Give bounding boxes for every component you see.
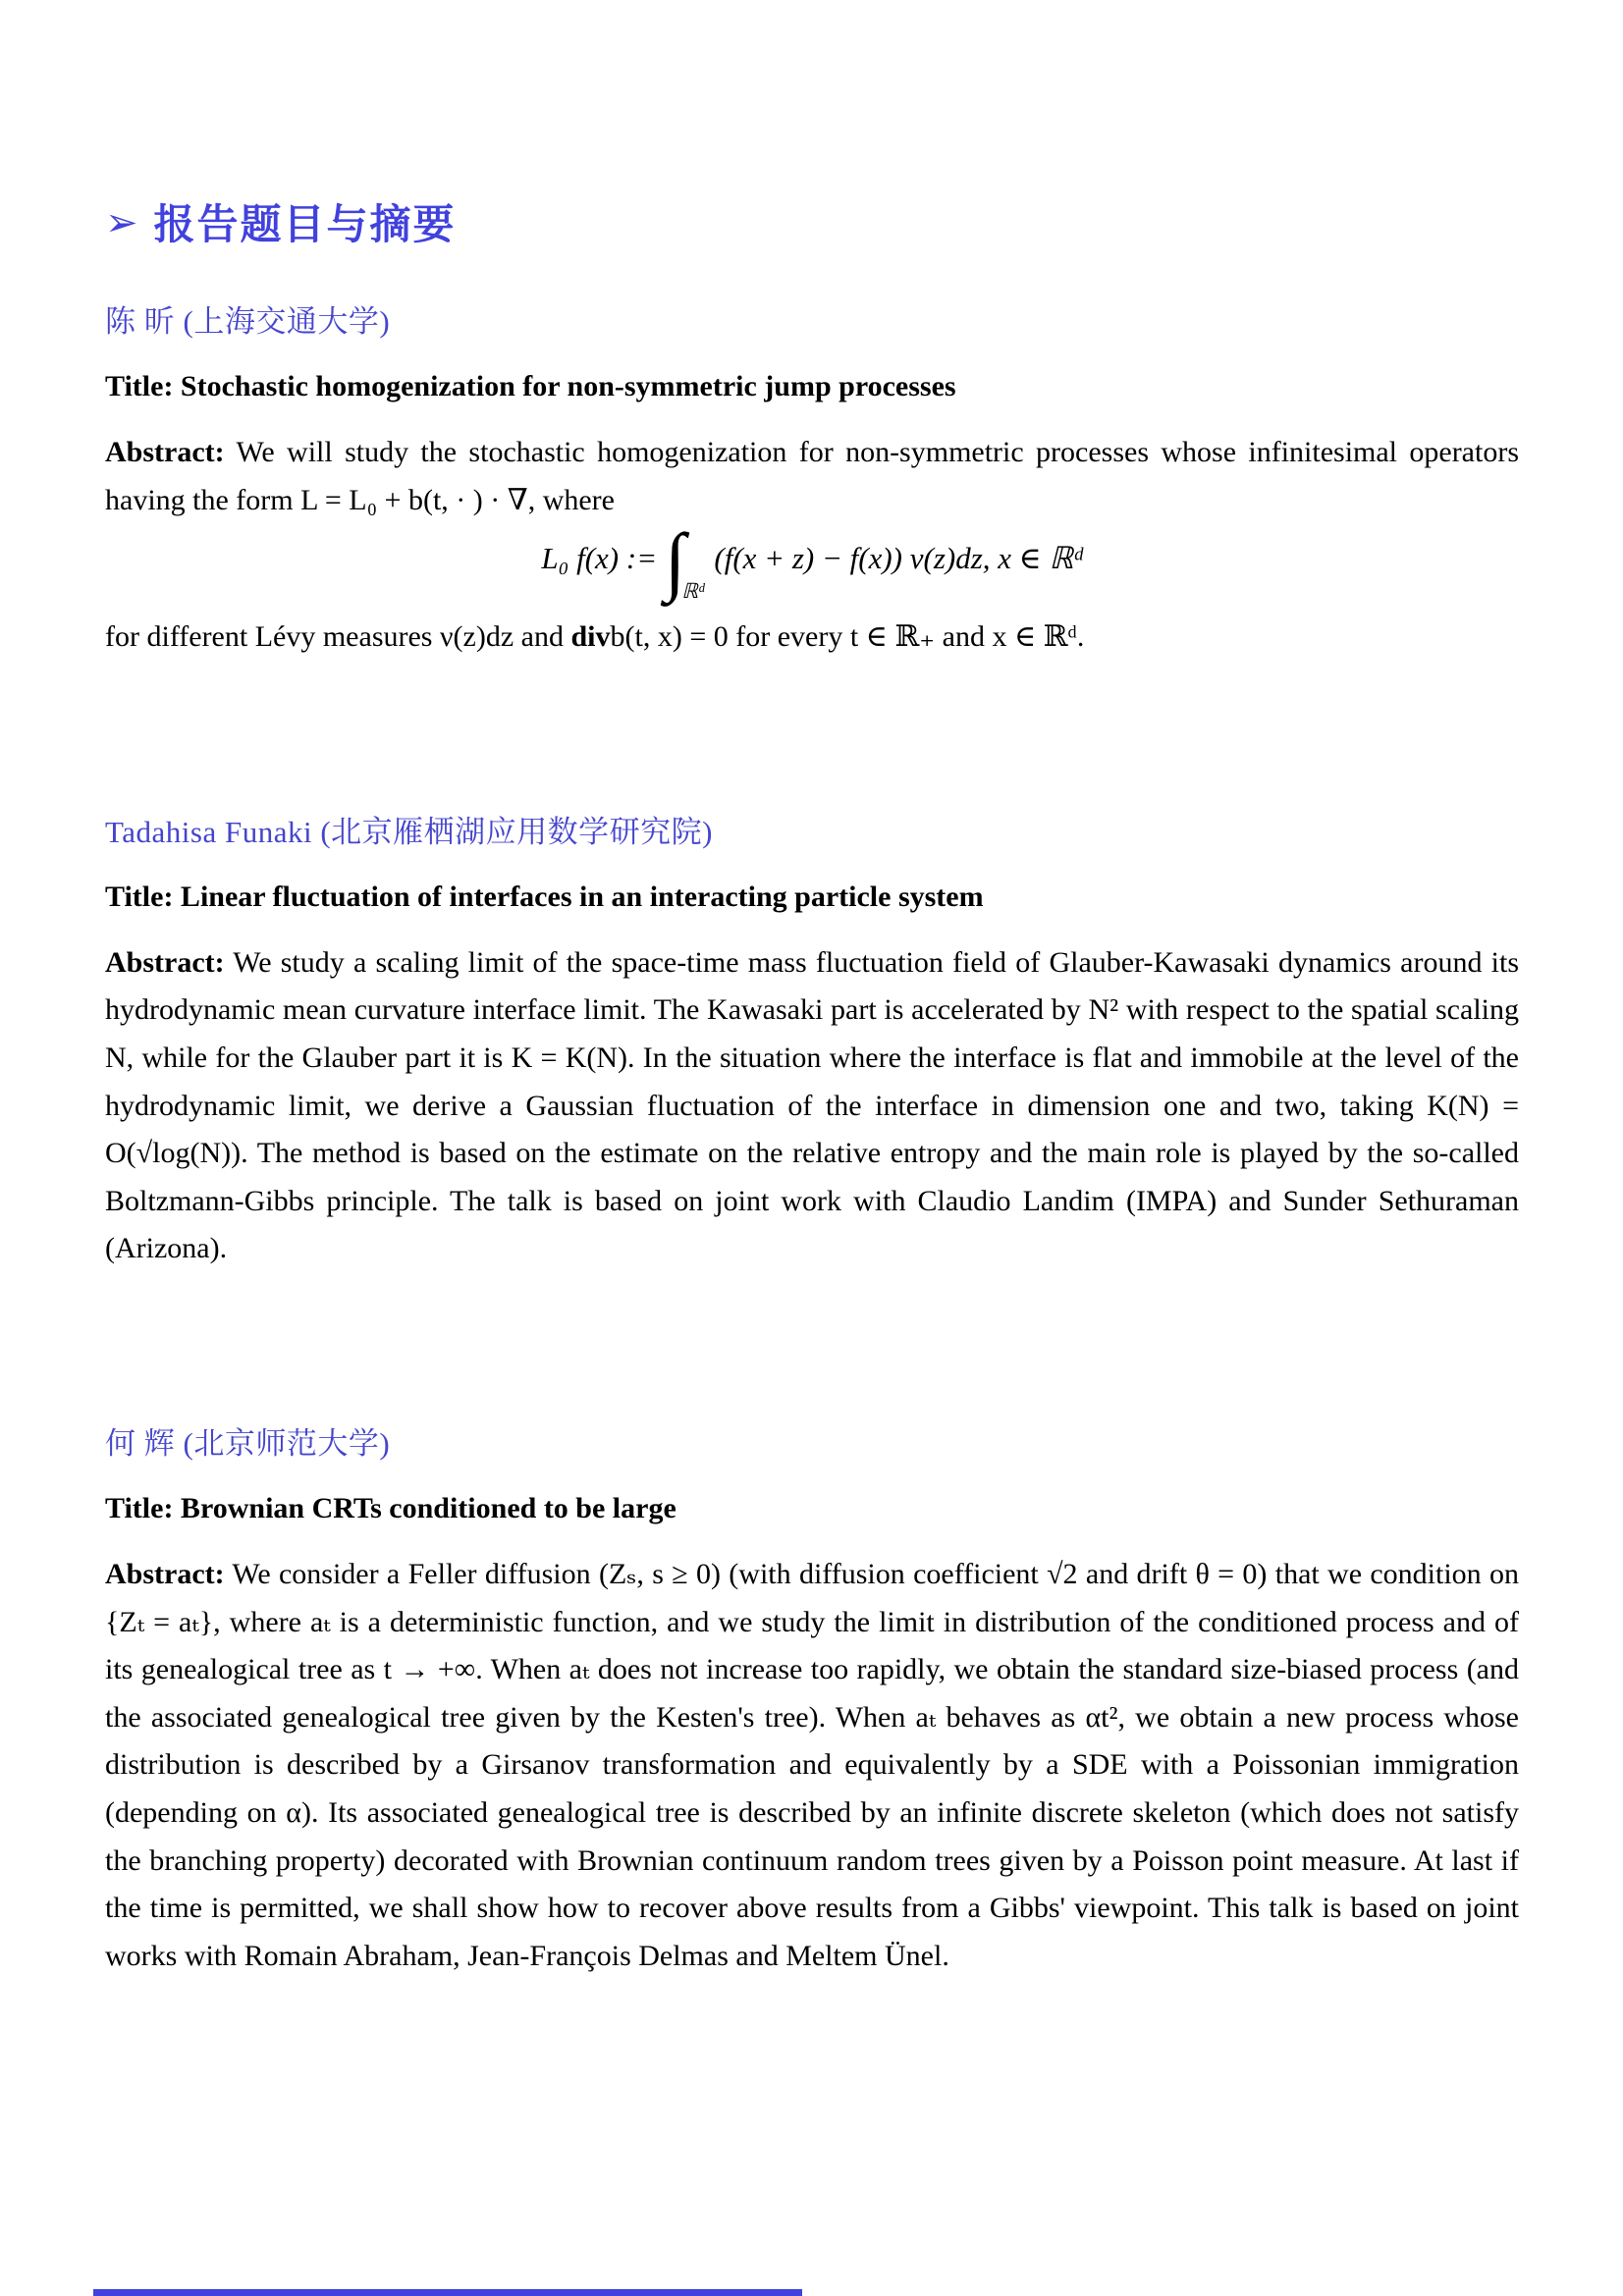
- abstract-paragraph: [105, 1551, 1519, 1980]
- talk-title: Title: Stochastic homogenization for non-symmetric jump processes: [105, 370, 956, 402]
- abstract-outro-post: b(t, x) = 0 for every t ∈ ℝ₊ and x ∈ ℝᵈ.: [610, 620, 1085, 654]
- abstract-intro-text: We will study the stochastic homogenization for non-symmetric processes whose infinitesimal operators having the form L = L₀ + b(t, · ) · ∇, where: [105, 436, 1519, 516]
- speaker-name: 陈 昕 (上海交通大学): [105, 304, 391, 339]
- talk-section-3: [105, 1418, 1519, 1980]
- footer-divider: [93, 2289, 802, 2296]
- document-page: [105, 0, 1519, 1980]
- arrow-bullet-icon: ➢: [105, 201, 140, 244]
- abstract-paragraph: [105, 429, 1519, 662]
- talk-title: Title: Linear fluctuation of interfaces in an interacting particle system: [105, 880, 984, 913]
- section-heading: [105, 192, 1519, 251]
- abstract-outro: [105, 614, 1519, 662]
- integral-subscript: ℝᵈ: [681, 579, 705, 604]
- formula-lhs: L₀ f(x) :=: [541, 541, 665, 576]
- abstract-label: Abstract:: [105, 945, 225, 979]
- talk-section-1: [105, 296, 1519, 662]
- integral-sign: ∫: [664, 517, 686, 604]
- page-title: 报告题目与摘要: [153, 201, 457, 247]
- abstract-label: Abstract:: [105, 436, 225, 468]
- talk-title: Title: Brownian CRTs conditioned to be large: [105, 1491, 676, 1524]
- abstract-text: We study a scaling limit of the space-time mass fluctuation field of Glauber-Kawasaki dynamics around its hydrodynamic mean curvature interface limit. The Kawasaki part is accelerated by N² with respect to the spatial scaling N, while for the Glauber part it is K = K(N). In the situation where the interface is flat and immobile at the level of the hydrodynamic limit, we derive a Gaussian fluctuation of the interface in dimension one and two, taking K(N) = O(√log(N)). The method is based on the estimate on the relative entropy and the main role is played by the so-called Boltzmann-Gibbs principle. The talk is based on joint work with Claudio Landim (IMPA) and Sunder Sethuraman (Arizona).: [105, 945, 1519, 1265]
- abstract-text: We consider a Feller diffusion (Zₛ, s ≥ 0) (with diffusion coefficient √2 and drift θ = 0) that we condition on {Zₜ = aₜ}, where aₜ is a deterministic function, and we study the limit in distribution of the conditioned process and of its genealogical tree as t → +∞. When aₜ does not increase too rapidly, we obtain the standard size-biased process (and the associated genealogical tree given by the Kesten's tree). When aₜ behaves as αt², we obtain a new process whose distribution is described by a Girsanov transformation and equivalently by a SDE with a Poissonian immigration (depending on α). Its associated genealogical tree is described by an infinite discrete skeleton (which does not satisfy the branching property) decorated with Brownian continuum random trees given by a Poisson point measure. At last if the time is permitted, we shall show how to recover above results from a Gibbs' viewpoint. This talk is based on joint works with Romain Abraham, Jean-François Delmas and Meltem Ünel.: [105, 1557, 1519, 1972]
- abstract-label: Abstract:: [105, 1557, 225, 1590]
- abstract-paragraph: [105, 939, 1519, 1273]
- speaker-name: Tadahisa Funaki (北京雁栖湖应用数学研究院): [105, 814, 713, 849]
- display-formula: [105, 517, 1519, 608]
- div-operator: div: [570, 620, 611, 654]
- talk-section-2: [105, 807, 1519, 1273]
- formula-tail: x ∈ ℝᵈ: [990, 541, 1083, 576]
- formula-integrand: (f(x + z) − f(x)) ν(z)dz,: [714, 541, 991, 576]
- speaker-name: 何 辉 (北京师范大学): [105, 1425, 391, 1461]
- abstract-outro-pre: for different Lévy measures ν(z)dz and: [105, 620, 571, 654]
